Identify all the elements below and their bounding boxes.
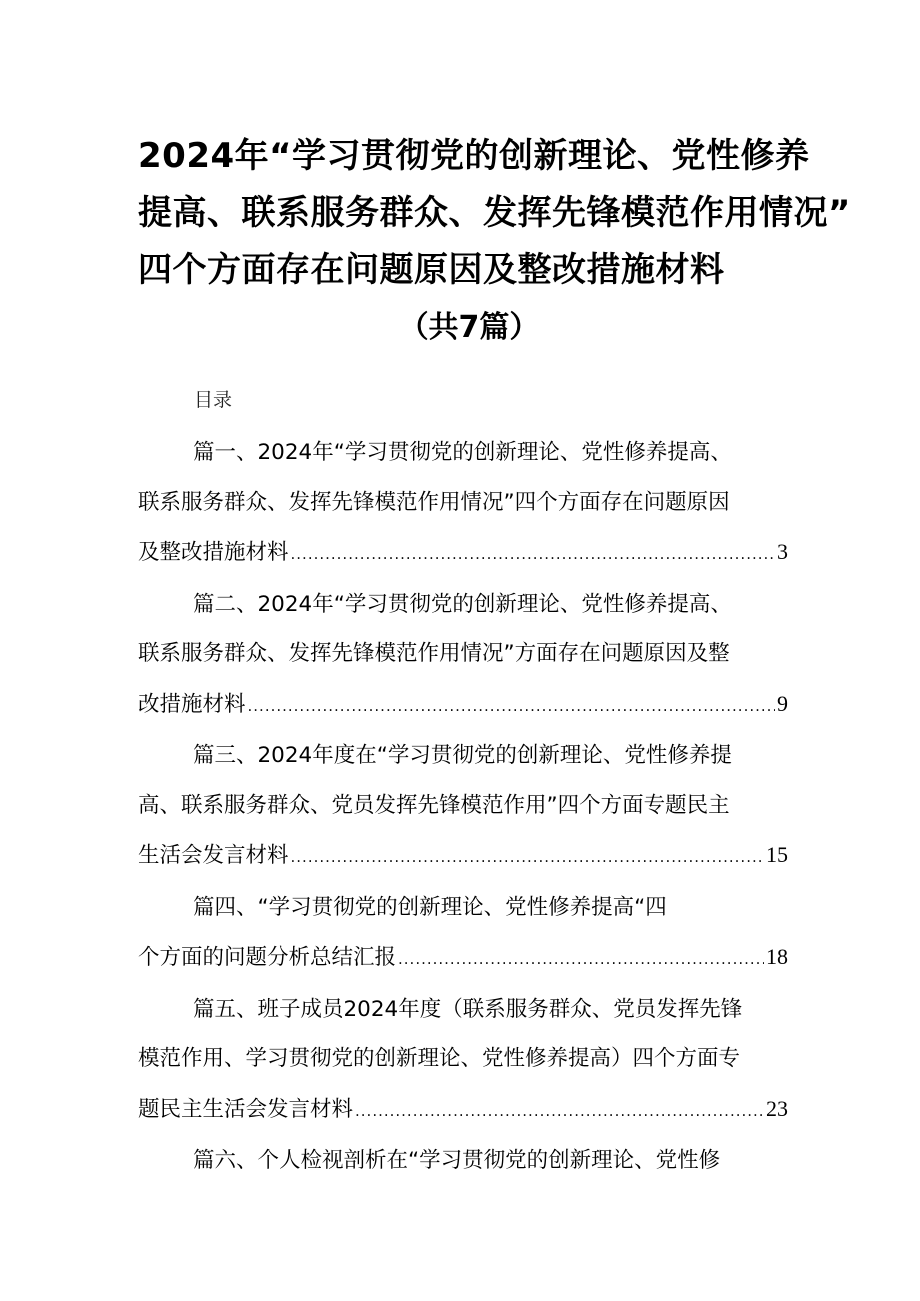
document-subtitle: （共7篇）: [398, 310, 540, 345]
toc-leader-dots: [291, 530, 775, 580]
toc-entry-1-line-3: 及整改措施材料: [138, 540, 289, 565]
toc-leader-dots: [398, 935, 764, 985]
document-title: [138, 128, 851, 299]
toc-entry-1-line-1: 篇一、2024年“学习贯彻党的创新理论、党性修养提高、: [193, 440, 732, 465]
toc-entry-5-last-line: [138, 1084, 788, 1137]
title-line-1: 2024年“学习贯彻党的创新理论、党性修养: [138, 136, 810, 176]
toc-entry-2[interactable]: [138, 580, 788, 732]
toc-entry-2-line-3: 改措施材料: [138, 691, 246, 717]
toc-entry-2-last-line: [138, 679, 788, 732]
toc-entry-4[interactable]: [138, 883, 788, 985]
toc-entry-3[interactable]: [138, 731, 788, 883]
toc-entry-5-page: 23: [766, 1095, 788, 1121]
toc-entry-1[interactable]: [138, 428, 788, 580]
toc-entry-2-line-2: 联系服务群众、发挥先锋模范作用情况”方面存在问题原因及整: [138, 641, 730, 666]
title-line-3: 四个方面存在问题原因及整改措施材料: [138, 250, 725, 290]
toc-entry-3-line-2: 高、联系服务群众、党员发挥先锋模范作用”四个方面专题民主: [138, 792, 730, 818]
toc-entry-5[interactable]: [138, 985, 788, 1137]
toc-entry-1-page: 3: [777, 539, 788, 564]
toc-entry-4-line-2: 个方面的问题分析总结汇报: [138, 945, 397, 970]
toc-entry-4-line-1: 篇四、“学习贯彻党的创新理论、党性修养提高“四: [193, 894, 667, 920]
toc-entry-5-line-1: 篇五、班子成员2024年度（联系服务群众、党员发挥先锋: [193, 996, 743, 1022]
title-line-2: 提高、联系服务群众、发挥先锋模范作用情况”: [138, 193, 851, 233]
toc-leader-dots: [291, 833, 764, 883]
toc-entry-6-line-1: 篇六、个人检视剖析在“学习贯彻党的创新理论、党性修: [193, 1148, 721, 1173]
toc-entry-3-page: 15: [766, 842, 788, 867]
toc-leader-dots: [355, 1087, 764, 1137]
toc-entry-1-last-line: [138, 527, 788, 580]
table-of-contents: [138, 428, 788, 1186]
toc-leader-dots: [248, 682, 775, 732]
toc-entry-2-line-1: 篇二、2024年“学习贯彻党的创新理论、党性修养提高、: [193, 591, 732, 617]
toc-entry-4-page: 18: [766, 944, 788, 969]
toc-heading: 目录: [194, 389, 233, 411]
toc-entry-2-page: 9: [777, 690, 788, 716]
toc-entry-3-line-3: 生活会发言材料: [138, 843, 289, 868]
toc-entry-3-last-line: [138, 830, 788, 883]
toc-entry-5-line-2: 模范作用、学习贯彻党的创新理论、党性修养提高）四个方面专: [138, 1046, 741, 1071]
toc-entry-1-line-2: 联系服务群众、发挥先锋模范作用情况”四个方面存在问题原因: [138, 489, 730, 515]
toc-entry-4-last-line: [138, 932, 788, 985]
toc-entry-5-line-3: 题民主生活会发言材料: [138, 1096, 354, 1122]
toc-entry-3-line-1: 篇三、2024年度在“学习贯彻党的创新理论、党性修养提: [193, 743, 732, 768]
toc-entry-6[interactable]: [138, 1136, 788, 1186]
